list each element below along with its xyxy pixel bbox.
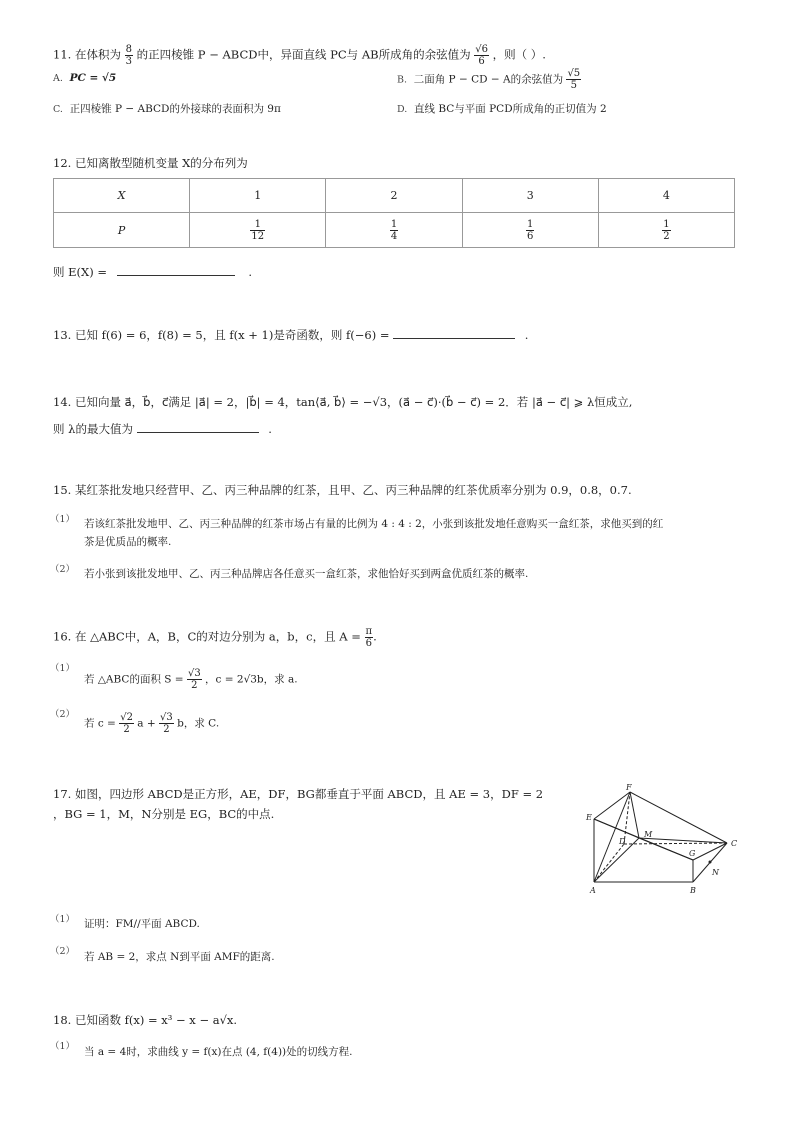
q13-stem: 13. 已知 f(6) = 6，f(8) = 5，且 f(x + 1)是奇函数，则 f(−6) = . [53,328,529,342]
q11-option-c: C. 正四棱锥 P − ABCD的外接球的表面积为 9π [53,103,281,115]
table-cell: 4 [598,179,734,213]
figure-label-m: M [644,830,653,839]
answer-blank[interactable] [117,264,235,276]
answer-blank[interactable] [393,327,515,339]
q17-sub1: 证明：FM//平面 ABCD. [84,918,200,930]
figure-label-a: A [590,886,596,895]
q12-stem: 12. 已知离散型随机变量 X的分布列为 [53,156,248,170]
table-cell: $\frac{1}{4}$ [326,213,462,248]
q11-stem-b: 的正四棱锥 P − ABCD中，异面直线 PC与 AB所成角的余弦值为 [136,47,471,62]
q15-sub1-line1: 若该红茶批发地甲、乙、丙三种品牌的红茶市场占有量的比例为 4 : 4 : 2，小张到该批发地任意购买一盒红茶，求他买到的红 [84,518,664,530]
figure-label-c: C [731,839,738,848]
figure-label-d: D [619,837,626,846]
q12-answer-line: 则 E(X) = . [53,265,252,279]
figure-label-e: E [586,813,592,822]
q17-figure [583,782,743,897]
q16-sub1-number: （1） [50,663,76,674]
table-cell: 3 [462,179,598,213]
q14-line2: 则 λ的最大值为 . [53,422,272,436]
q11-stem [53,44,546,67]
q16-sub2: 若 c = $\frac{√2}{2}$ a + $\frac{√3}{2}$ b，求 C. [84,712,220,735]
q17-line1: 17. 如图，四边形 ABCD是正方形，AE，DF，BG都垂直于平面 ABCD，且 AE = 3，DF = 2 [53,787,544,801]
q17-line2: ，BG = 1，M，N分别是 EG，BC的中点. [53,807,275,821]
figure-label-b: B [690,886,696,895]
table-cell: 1 [190,179,326,213]
table-cell: 2 [326,179,462,213]
q17-sub2-number: （2） [50,946,76,957]
q15-sub1-line2: 茶是优质品的概率. [84,536,172,548]
table-row [54,213,735,248]
q11-volume-fraction: $\frac{8}{3}$ [125,44,132,67]
q11-stem-a: 11. 在体积为 [53,47,121,62]
q17-sub2: 若 AB = 2，求点 N到平面 AMF的距离. [84,951,275,963]
q11-option-d: D. 直线 BC与平面 PCD所成角的正切值为 2 [397,103,607,115]
table-cell: $\frac{1}{12}$ [190,213,326,248]
q12-distribution-table [53,178,735,248]
q16-stem: 16. 在 △ABC中，A，B，C的对边分别为 a，b，c，且 A = $\frac{\pi}{6}$ . [53,626,377,649]
q18-sub1-number: （1） [50,1041,76,1052]
q17-sub1-number: （1） [50,914,76,925]
q11-cos-fraction: $\frac{√6}{6}$ [475,44,488,67]
q18-stem: 18. 已知函数 f(x) = x³ − x − a√x. [53,1013,238,1027]
q15-stem: 15. 某红茶批发地只经营甲、乙、丙三种品牌的红茶，且甲、乙、丙三种品牌的红茶优质率分别为 0.9，0.8，0.7. [53,483,632,497]
table-cell: $\frac{1}{6}$ [462,213,598,248]
q15-sub2-line1: 若小张到该批发地甲、乙、丙三种品牌店各任意买一盒红茶，求他恰好买到两盒优质红茶的概率. [84,568,529,580]
table-cell: P [54,213,190,248]
table-cell: $\frac{1}{2}$ [598,213,734,248]
q18-sub1: 当 a = 4时，求曲线 y = f(x)在点 (4, f(4))处的切线方程. [84,1046,353,1058]
q14-line1: 14. 已知向量 a⃗，b⃗，c⃗满足 |a⃗| = 2，|b⃗| = 4，tan⟨a⃗, b⃗⟩ = −√3，(a⃗ − c⃗)·(b⃗ − c⃗) = 2．若 |a⃗ − c⃗| ⩾ λ恒成立, [53,395,633,409]
q11-optb-fraction: $\frac{√5}{5}$ [567,68,581,91]
q15-sub1-number: （1） [50,514,76,525]
table-cell: X [54,179,190,213]
q11-stem-c: ，则（ ）. [492,47,546,62]
answer-blank[interactable] [137,421,259,433]
figure-label-n: N [712,868,719,877]
q15-sub2-number: （2） [50,564,76,575]
figure-label-f: F [626,783,632,792]
q16-angle-fraction: $\frac{\pi}{6}$ [365,626,373,649]
q11-option-a: A. PC = √5 [53,72,117,84]
table-row [54,179,735,213]
figure-label-g: G [689,849,696,858]
q16-sub1: 若 △ABC的面积 S = $\frac{√3}{2}$ ，c = 2√3b，求 a. [84,668,298,691]
q11-option-b: B. 二面角 P − CD − A的余弦值为 $\frac{√5}{5}$ [397,68,581,91]
q16-sub2-number: （2） [50,709,76,720]
